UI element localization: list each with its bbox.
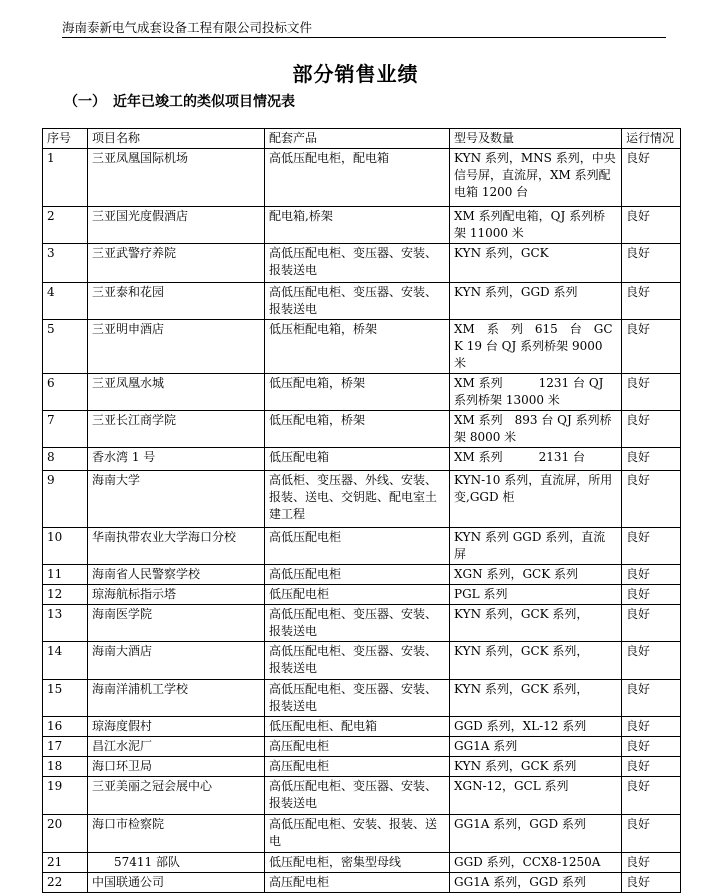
model-quantity: XM 系列 893 台 QJ 系列桥架 8000 米 [450, 411, 622, 448]
model-quantity: XGN 系列，GCK 系列 [450, 565, 622, 585]
table-row [43, 777, 681, 815]
operation-status: 良好 [622, 283, 681, 320]
row-number: 18 [43, 757, 88, 777]
model-quantity: GGD 系列，XL-12 系列 [450, 717, 622, 737]
table-row [43, 605, 681, 642]
row-number: 16 [43, 717, 88, 737]
row-number: 9 [43, 471, 88, 528]
project-name: 琼海航标指示塔 [88, 585, 265, 605]
table-row [43, 244, 681, 283]
project-name: 琼海度假村 [88, 717, 265, 737]
matching-products: 高低压配电柜，配电箱 [265, 149, 450, 207]
table-row [43, 320, 681, 374]
model-quantity: PGL 系列 [450, 585, 622, 605]
row-number: 1 [43, 149, 88, 207]
project-name: 三亚美丽之冠会展中心 [88, 777, 265, 815]
matching-products: 高低压配电柜、变压器、安装、报装送电 [265, 244, 450, 283]
matching-products: 低压柜配电箱，桥架 [265, 320, 450, 374]
operation-status: 良好 [622, 777, 681, 815]
row-number: 7 [43, 411, 88, 448]
matching-products: 低压配电箱，桥架 [265, 374, 450, 411]
row-number: 22 [43, 873, 88, 893]
table-row [43, 374, 681, 411]
operation-status: 良好 [622, 873, 681, 893]
operation-status: 良好 [622, 605, 681, 642]
operation-status: 良好 [622, 680, 681, 717]
row-number: 19 [43, 777, 88, 815]
row-number: 2 [43, 207, 88, 244]
operation-status: 良好 [622, 757, 681, 777]
table-row [43, 411, 681, 448]
matching-products: 低压配电柜、配电箱 [265, 717, 450, 737]
operation-status: 良好 [622, 717, 681, 737]
matching-products: 高低压配电柜、安装、报装、送电 [265, 815, 450, 853]
project-name: 海南洋浦机工学校 [88, 680, 265, 717]
row-number: 3 [43, 244, 88, 283]
table-row [43, 737, 681, 757]
table-row [43, 528, 681, 565]
operation-status: 良好 [622, 642, 681, 680]
model-quantity: GGD 系列，CCX8-1250A [450, 853, 622, 873]
operation-status: 良好 [622, 737, 681, 757]
matching-products: 低压配电箱 [265, 448, 450, 471]
operation-status: 良好 [622, 853, 681, 873]
matching-products: 低压配电柜，密集型母线 [265, 853, 450, 873]
operation-status: 良好 [622, 815, 681, 853]
table-row [43, 757, 681, 777]
row-number: 15 [43, 680, 88, 717]
page-title: 部分销售业绩 [292, 62, 419, 86]
table-row [43, 585, 681, 605]
model-quantity: KYN 系列，GCK 系列， [450, 680, 622, 717]
project-name: 昌江水泥厂 [88, 737, 265, 757]
row-number: 6 [43, 374, 88, 411]
model-quantity: KYN 系列，GCK 系列 [450, 757, 622, 777]
matching-products: 高压配电柜 [265, 757, 450, 777]
matching-products: 高低压配电柜 [265, 528, 450, 565]
table-row [43, 642, 681, 680]
row-number: 8 [43, 448, 88, 471]
operation-status: 良好 [622, 320, 681, 374]
matching-products: 高低压配电柜、变压器、安装、报装送电 [265, 283, 450, 320]
model-quantity: XM 系列 2131 台 [450, 448, 622, 471]
row-number: 21 [43, 853, 88, 873]
table-body [43, 149, 681, 893]
operation-status: 良好 [622, 565, 681, 585]
project-name: 海南大酒店 [88, 642, 265, 680]
model-quantity: KYN 系列，GCK 系列， [450, 642, 622, 680]
matching-products: 高压配电柜 [265, 737, 450, 757]
table-row [43, 853, 681, 873]
project-name: 香水湾 1 号 [88, 448, 265, 471]
model-quantity: XGN-12，GCL 系列 [450, 777, 622, 815]
project-name: 三亚凤凰水城 [88, 374, 265, 411]
model-quantity: KYN 系列，GCK 系列， [450, 605, 622, 642]
project-name: 海南省人民警察学校 [88, 565, 265, 585]
table-row [43, 283, 681, 320]
model-quantity: KYN 系列，GCK [450, 244, 622, 283]
model-quantity: KYN-10 系列，直流屏，所用变,GGD 柜 [450, 471, 622, 528]
table-row [43, 680, 681, 717]
project-name: 华南执带农业大学海口分校 [88, 528, 265, 565]
project-name: 海口市检察院 [88, 815, 265, 853]
model-quantity: XM 系列 1231 台 QJ 系列桥架 13000 米 [450, 374, 622, 411]
operation-status: 良好 [622, 448, 681, 471]
matching-products: 高低压配电柜、变压器、安装、报装送电 [265, 642, 450, 680]
operation-status: 良好 [622, 411, 681, 448]
col-header-project: 项目名称 [88, 129, 265, 149]
row-number: 12 [43, 585, 88, 605]
row-number: 20 [43, 815, 88, 853]
model-quantity: XM 系列配电箱，QJ 系列桥架 11000 米 [450, 207, 622, 244]
table-row [43, 565, 681, 585]
table-row [43, 815, 681, 853]
row-number: 11 [43, 565, 88, 585]
row-number: 4 [43, 283, 88, 320]
table-row [43, 471, 681, 528]
project-name: 海南大学 [88, 471, 265, 528]
operation-status: 良好 [622, 149, 681, 207]
matching-products: 配电箱,桥架 [265, 207, 450, 244]
operation-status: 良好 [622, 244, 681, 283]
model-quantity: GG1A 系列 [450, 737, 622, 757]
project-name: 三亚国光度假酒店 [88, 207, 265, 244]
matching-products: 低压配电箱，桥架 [265, 411, 450, 448]
col-header-products: 配套产品 [265, 129, 450, 149]
project-name: 中国联通公司 [88, 873, 265, 893]
project-name: 海南医学院 [88, 605, 265, 642]
matching-products: 高低柜、变压器、外线、安装、报装、送电、交钥匙、配电室土建工程 [265, 471, 450, 528]
project-name: 三亚泰和花园 [88, 283, 265, 320]
table-row [43, 717, 681, 737]
table-header-row [43, 129, 681, 149]
project-name: 57411 部队 [88, 853, 265, 873]
matching-products: 高低压配电柜、变压器、安装、报装送电 [265, 680, 450, 717]
row-number: 14 [43, 642, 88, 680]
operation-status: 良好 [622, 528, 681, 565]
matching-products: 高低压配电柜 [265, 565, 450, 585]
col-header-no: 序号 [43, 129, 88, 149]
table-row [43, 149, 681, 207]
model-quantity: XM 系 列 615 台 GCK 19 台 QJ 系列桥架 9000 米 [450, 320, 622, 374]
table-row [43, 873, 681, 893]
model-quantity: GG1A 系列，GGD 系列 [450, 815, 622, 853]
col-header-status: 运行情况 [622, 129, 681, 149]
project-name: 三亚长江商学院 [88, 411, 265, 448]
project-name: 三亚武警疗养院 [88, 244, 265, 283]
model-quantity: KYN 系列，MNS 系列，中央信号屏，直流屏，XM 系列配电箱 1200 台 [450, 149, 622, 207]
row-number: 17 [43, 737, 88, 757]
operation-status: 良好 [622, 585, 681, 605]
project-name: 海口环卫局 [88, 757, 265, 777]
project-name: 三亚凤凰国际机场 [88, 149, 265, 207]
model-quantity: KYN 系列，GGD 系列 [450, 283, 622, 320]
row-number: 5 [43, 320, 88, 374]
operation-status: 良好 [622, 471, 681, 528]
model-quantity: GG1A 系列，GGD 系列 [450, 873, 622, 893]
document-header: 海南泰新电气成套设备工程有限公司投标文件 [62, 18, 666, 38]
project-name: 三亚明申酒店 [88, 320, 265, 374]
model-quantity: KYN 系列 GGD 系列，直流屏 [450, 528, 622, 565]
matching-products: 高压配电柜 [265, 873, 450, 893]
operation-status: 良好 [622, 207, 681, 244]
matching-products: 高低压配电柜、变压器、安装、报装送电 [265, 777, 450, 815]
col-header-models: 型号及数量 [450, 129, 622, 149]
matching-products: 高低压配电柜、变压器、安装、报装送电 [265, 605, 450, 642]
sales-performance-table [42, 128, 681, 893]
section-subtitle: （一） 近年已竣工的类似项目情况表 [64, 94, 295, 110]
table-row [43, 448, 681, 471]
operation-status: 良好 [622, 374, 681, 411]
matching-products: 低压配电柜 [265, 585, 450, 605]
table-row [43, 207, 681, 244]
row-number: 13 [43, 605, 88, 642]
row-number: 10 [43, 528, 88, 565]
